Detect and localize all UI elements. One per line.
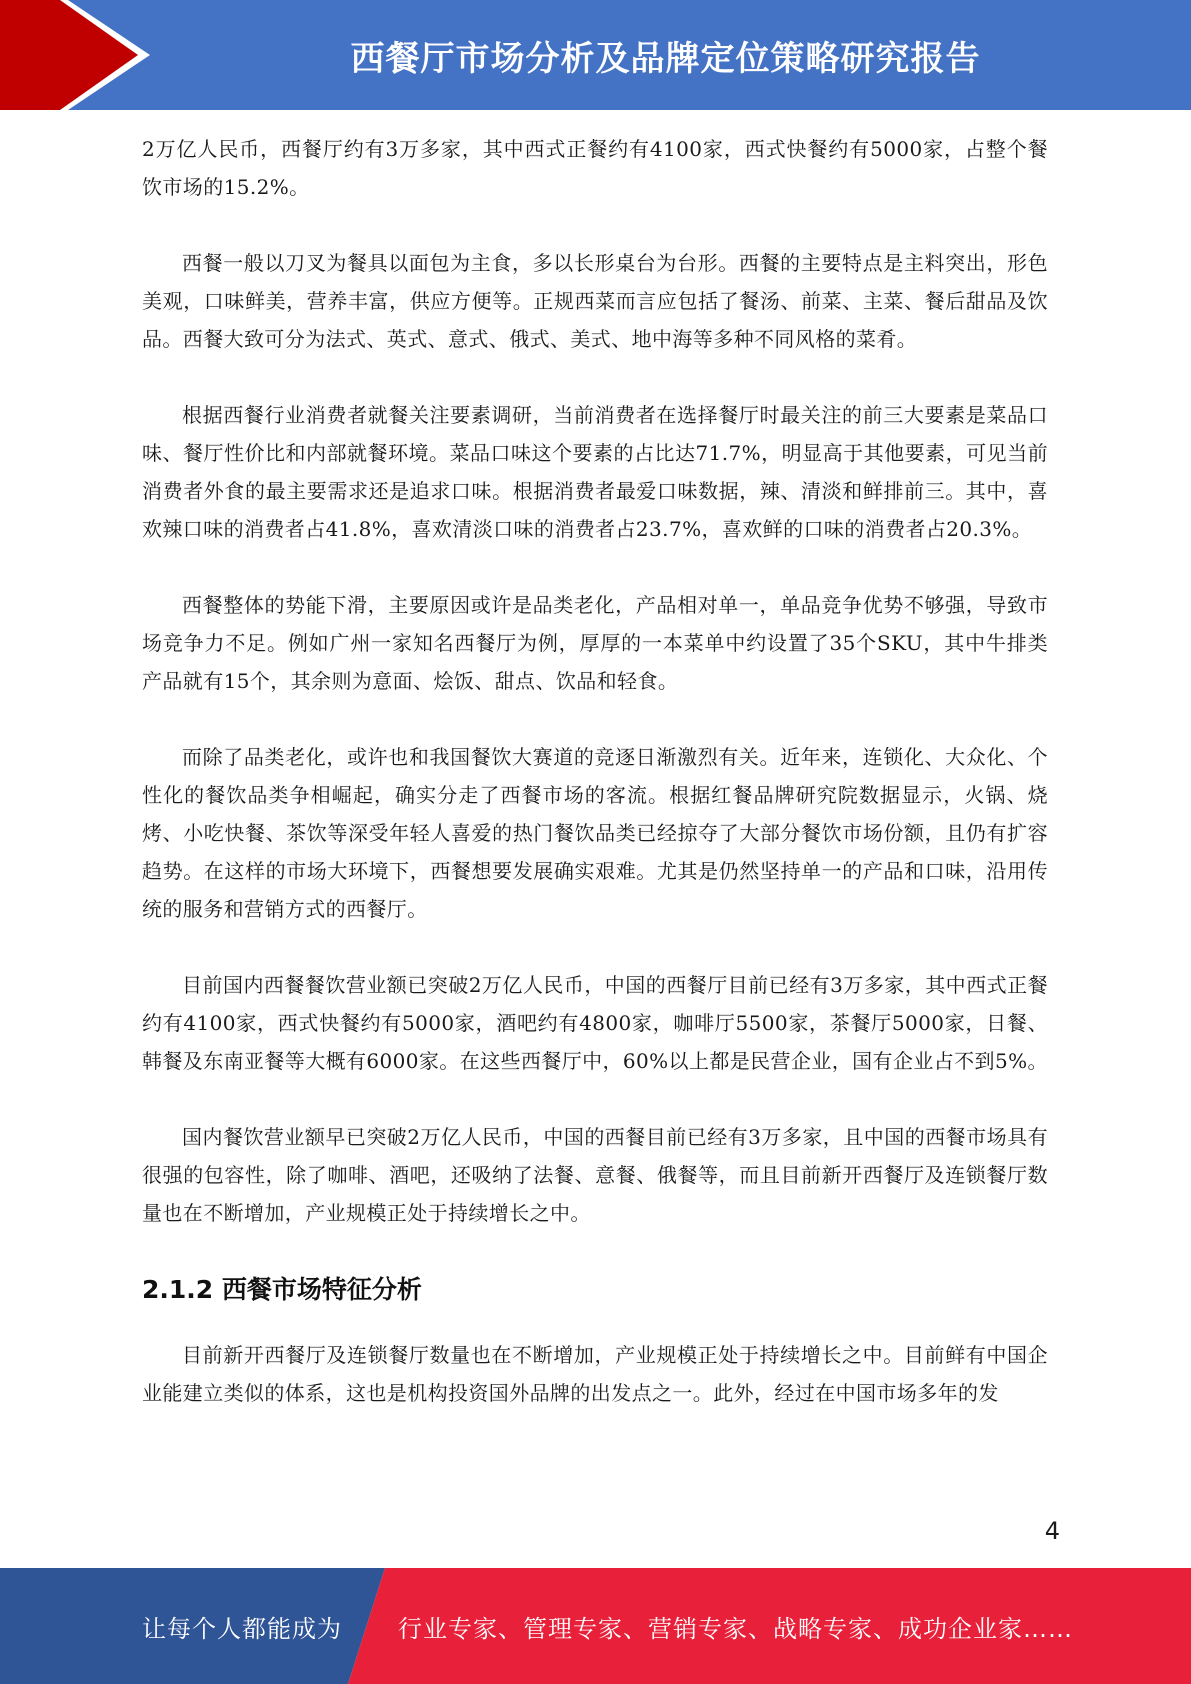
paragraph: 2万亿人民币，西餐厅约有3万多家，其中西式正餐约有4100家，西式快餐约有5000家，占整个餐饮市场的15.2%。 xyxy=(142,137,1048,199)
paragraph: 国内餐饮营业额早已突破2万亿人民币，中国的西餐目前已经有3万多家，且中国的西餐市场具有很强的包容性，除了咖啡、酒吧，还吸纳了法餐、意餐、俄餐等，而且目前新开西餐厅及连锁餐厅数量也在不断增加，产业规模正处于持续增长之中。 xyxy=(142,1125,1048,1225)
page-header xyxy=(0,0,1191,110)
document-body xyxy=(142,130,1048,1450)
paragraph: 西餐一般以刀叉为餐具以面包为主食，多以长形桌台为台形。西餐的主要特点是主料突出，形色美观，口味鲜美，营养丰富，供应方便等。正规西菜而言应包括了餐汤、前菜、主菜、餐后甜品及饮品。西餐大致可分为法式、英式、意式、俄式、美式、地中海等多种不同风格的菜肴。 xyxy=(142,251,1048,351)
page-footer xyxy=(0,1568,1191,1684)
page-number: 4 xyxy=(1044,1517,1060,1545)
section-heading: 2.1.2 西餐市场特征分析 xyxy=(142,1275,422,1304)
red-chevron-decoration xyxy=(0,0,160,110)
footer-slogan-right: 行业专家、管理专家、营销专家、战略专家、成功企业家…… xyxy=(398,1614,1073,1643)
footer-slogan-left: 让每个人都能成为 xyxy=(142,1614,342,1643)
paragraph: 根据西餐行业消费者就餐关注要素调研，当前消费者在选择餐厅时最关注的前三大要素是菜品口味、餐厅性价比和内部就餐环境。菜品口味这个要素的占比达71.7%，明显高于其他要素，可见当前消费者外食的最主要需求还是追求口味。根据消费者最爱口味数据，辣、清淡和鲜排前三。其中，喜欢辣口味的消费者占41.8%，喜欢清淡口味的消费者占23.7%，喜欢鲜的口味的消费者占20.3%。 xyxy=(142,403,1048,541)
report-title: 西餐厅市场分析及品牌定位策略研究报告 xyxy=(350,38,981,79)
paragraph: 目前国内西餐餐饮营业额已突破2万亿人民币，中国的西餐厅目前已经有3万多家，其中西式正餐约有4100家，西式快餐约有5000家，酒吧约有4800家，咖啡厅5500家，茶餐厅5000家，日餐、韩餐及东南亚餐等大概有6000家。在这些西餐厅中，60%以上都是民营企业，国有企业占不到5%。 xyxy=(142,973,1048,1073)
paragraph: 而除了品类老化，或许也和我国餐饮大赛道的竞逐日渐激烈有关。近年来，连锁化、大众化、个性化的餐饮品类争相崛起，确实分走了西餐市场的客流。根据红餐品牌研究院数据显示，火锅、烧烤、小吃快餐、茶饮等深受年轻人喜爱的热门餐饮品类已经掠夺了大部分餐饮市场份额，且仍有扩容趋势。在这样的市场大环境下，西餐想要发展确实艰难。尤其是仍然坚持单一的产品和口味，沿用传统的服务和营销方式的西餐厅。 xyxy=(142,745,1048,921)
paragraph: 西餐整体的势能下滑，主要原因或许是品类老化，产品相对单一，单品竞争优势不够强，导致市场竞争力不足。例如广州一家知名西餐厅为例，厚厚的一本菜单中约设置了35个SKU，其中牛排类产品就有15个，其余则为意面、烩饭、甜点、饮品和轻食。 xyxy=(142,593,1048,693)
paragraph: 目前新开西餐厅及连锁餐厅数量也在不断增加，产业规模正处于持续增长之中。目前鲜有中国企业能建立类似的体系，这也是机构投资国外品牌的出发点之一。此外，经过在中国市场多年的发 xyxy=(142,1343,1048,1405)
